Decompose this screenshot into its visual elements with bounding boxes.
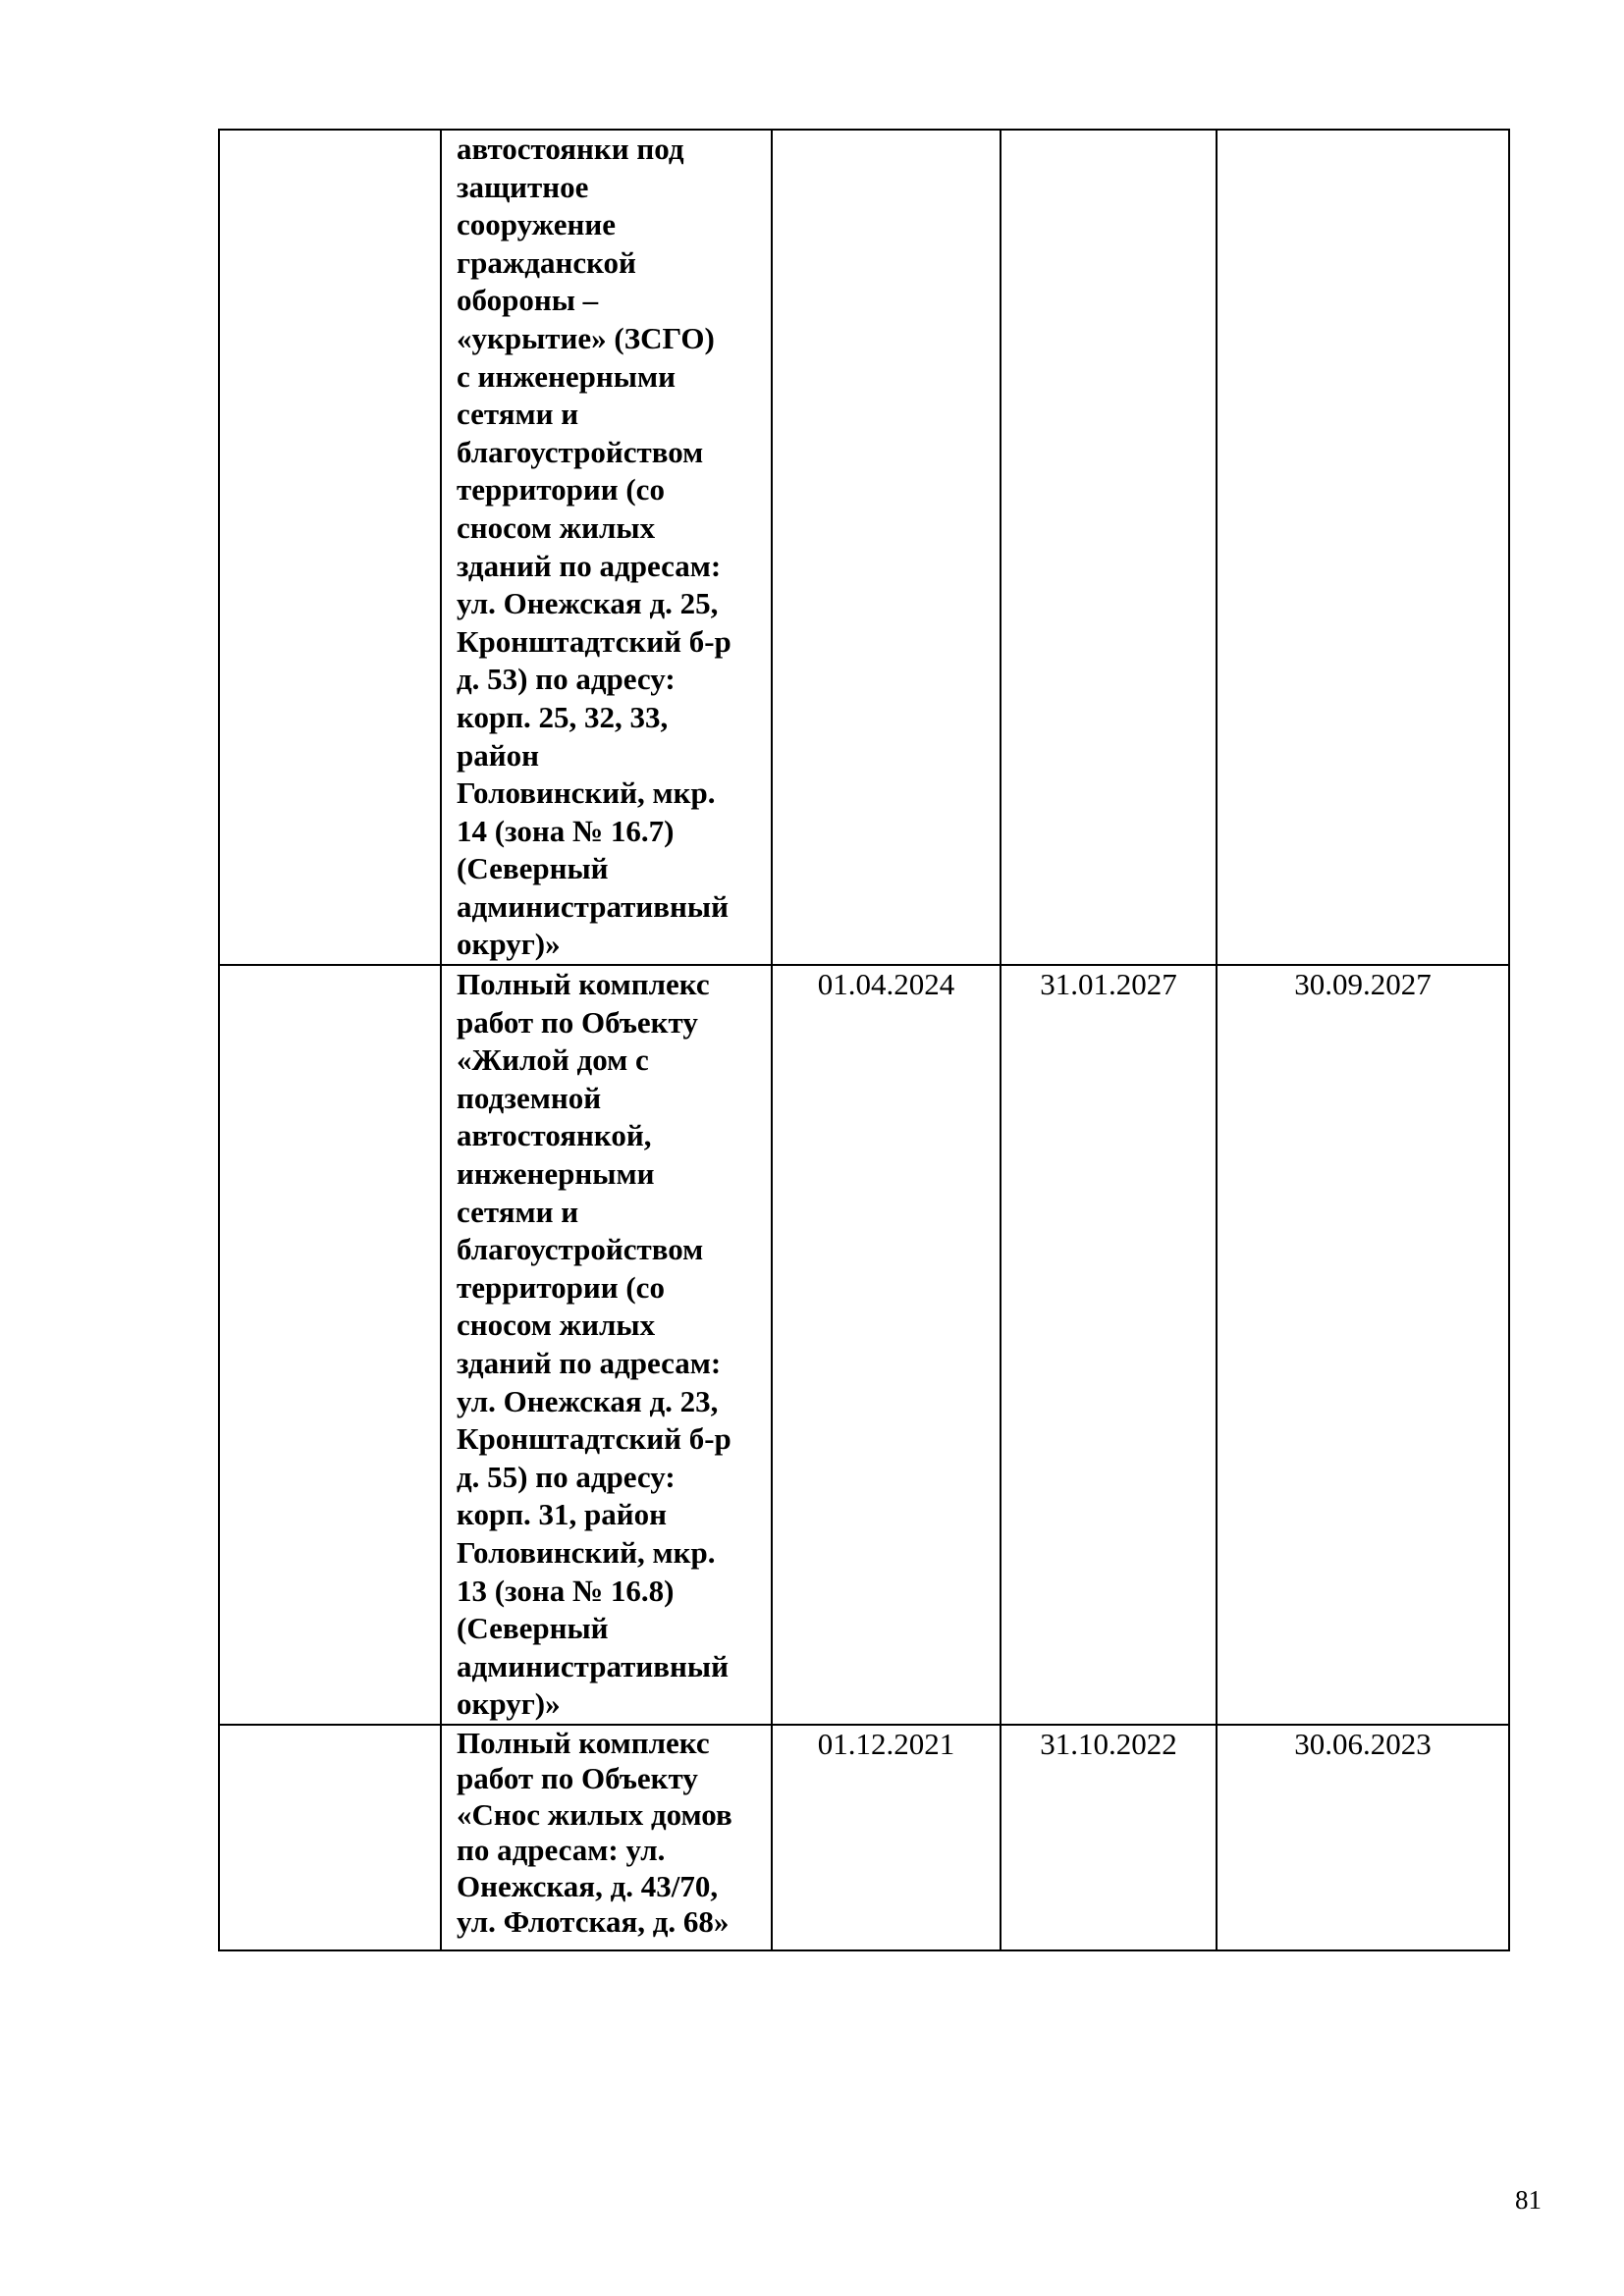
description-line: «Жилой дом с (457, 1042, 649, 1078)
description-line: д. 55) по адресу: (457, 1459, 676, 1494)
start-date-cell (772, 130, 1001, 965)
description-line: округ)» (457, 1686, 561, 1722)
description-line: с инженерными (457, 358, 676, 394)
description-line: корп. 25, 32, 33, (457, 699, 669, 734)
description-line: ул. Онежская д. 25, (457, 586, 719, 621)
description-line: административный (457, 1648, 729, 1683)
description-line: Кронштадтский б-р (457, 623, 731, 659)
description-line: сетями и (457, 1194, 579, 1229)
description-line: «укрытие» (ЗСГО) (457, 320, 715, 355)
object-description-cell (441, 1725, 772, 1950)
intermediate-date-cell (1001, 130, 1217, 965)
description-line: Полный комплекс (457, 1725, 710, 1760)
table-row (219, 130, 1509, 965)
page-number: 81 (1515, 2185, 1542, 2215)
object-description-cell (441, 965, 772, 1725)
description-line: корп. 31, район (457, 1497, 668, 1532)
description-line: административный (457, 888, 729, 924)
description-line: защитное (457, 169, 589, 204)
description-line: автостоянкой, (457, 1118, 652, 1153)
description-line: Головинский, мкр. (457, 1534, 716, 1570)
empty-first-column-cell (219, 1725, 441, 1950)
description-line: по адресам: ул. (457, 1833, 666, 1868)
description-line: Головинский, мкр. (457, 775, 716, 811)
start-date-cell: 01.12.2021 (772, 1725, 1001, 1950)
description-line: благоустройством (457, 1232, 704, 1267)
table-row (219, 965, 1509, 1725)
description-line: сооружение (457, 207, 616, 242)
description-line: д. 53) по адресу: (457, 662, 676, 697)
empty-first-column-cell (219, 965, 441, 1725)
description-line: 13 (зона № 16.8) (457, 1573, 675, 1608)
description-line: 14 (зона № 16.7) (457, 813, 675, 848)
description-line: сносом жилых (457, 509, 656, 545)
empty-first-column-cell (219, 130, 441, 965)
description-line: (Северный (457, 1611, 609, 1646)
description-line: Кронштадтский б-р (457, 1421, 731, 1457)
end-date-cell: 30.06.2023 (1217, 1725, 1509, 1950)
description-line: «Снос жилых домов (457, 1796, 732, 1832)
end-date-cell (1217, 130, 1509, 965)
description-line: обороны – (457, 283, 599, 318)
description-line: ул. Онежская д. 23, (457, 1383, 719, 1418)
end-date-cell: 30.09.2027 (1217, 965, 1509, 1725)
intermediate-date-cell: 31.01.2027 (1001, 965, 1217, 1725)
description-line: подземной (457, 1080, 602, 1115)
description-line: территории (со (457, 1269, 665, 1305)
description-line: работ по Объекту (457, 1004, 698, 1040)
description-line: Полный комплекс (457, 967, 710, 1002)
start-date-cell: 01.04.2024 (772, 965, 1001, 1725)
intermediate-date-cell: 31.10.2022 (1001, 1725, 1217, 1950)
description-line: инженерными (457, 1156, 655, 1192)
table-row (219, 1725, 1509, 1950)
description-line: гражданской (457, 244, 636, 280)
description-line: округ)» (457, 927, 561, 962)
description-line: автостоянки под (457, 132, 684, 166)
description-line: зданий по адресам: (457, 548, 722, 583)
description-line: район (457, 737, 539, 773)
description-line: благоустройством (457, 434, 704, 469)
description-line: сетями и (457, 397, 579, 432)
object-description-cell (441, 130, 772, 965)
schedule-table (218, 129, 1510, 1951)
description-line: работ по Объекту (457, 1761, 698, 1796)
description-line: зданий по адресам: (457, 1346, 722, 1380)
description-line: (Северный (457, 851, 609, 886)
description-line: сносом жилых (457, 1308, 656, 1343)
description-line: ул. Флотская, д. 68» (457, 1904, 730, 1940)
description-line: территории (со (457, 472, 665, 507)
description-line: Онежская, д. 43/70, (457, 1868, 719, 1903)
